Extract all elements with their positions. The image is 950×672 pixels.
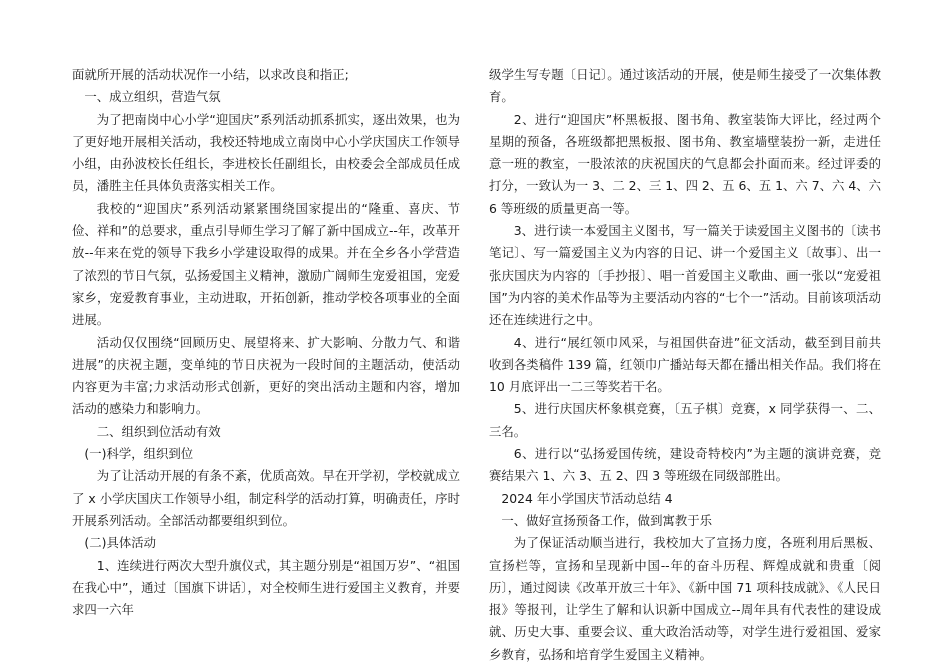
right-column [489,64,881,666]
paragraph: 为了保证活动顺当进行，我校加大了宣扬力度，各班利用后黑板、宣扬栏等，宣扬和呈现新中国--年的奋斗历程、辉煌成就和贵重〔阅历〕，通过阅读《改革开放三十年》、《新中国 71 项科技成就》、《人民日报》等报刊，让学生了解和认识新中国成立--周年具有代表性的建设成就、历史大事、重要会议、重大政治活动等，对学生进行爱祖国、爱家乡教育，弘扬和培育学生爱国主义精神。 [489,535,881,662]
subsection-heading: (二)具体活动 [84,535,157,551]
section-heading: 一、做好宣扬预备工作，做到寓教于乐 [501,512,713,528]
section-heading: 二、组织到位活动有效 [96,423,221,439]
paragraph: 活动仅仅围绕“回顾历史、展望将来、扩大影响、分散力气、和谐进展”的庆祝主题，变单纯的节日庆祝为一段时间的主题活动，使活动内容更为丰富;力求活动形式创新，更好的突出活动主题和内容，增加活动的感染力和影响力。 [72,334,460,417]
section-heading: 一、成立组织，营造气氛 [84,89,221,105]
paragraph: 为了把南岗中心小学“迎国庆”系列活动抓系抓实，逐出效果，也为了更好地开展相关活动，我校还特地成立南岗中心小学庆国庆工作领导小组，由孙波校长任组长，李进校长任副组长，由校委会全部成员任成员，潘胜主任具体负责落实相关工作。 [72,111,460,194]
paragraph: 4、进行“展红领巾风采，与祖国供奋进”征文活动，截至到目前共收到各类稿件 139 篇，红领巾广播站每天都在播出相关作品。我们将在 10 月底评出一二三等奖若干名。 [489,334,881,395]
paragraph: 面就所开展的活动状况作一小结，以求改良和指正; [72,67,349,82]
paragraph: 1、连续进行两次大型升旗仪式，其主题分别是“祖国万岁”、“祖国在我心中”，通过〔国旗下讲话〕，对全校师生进行爱国主义教育，并要求四一六年 [72,557,460,618]
left-column [72,64,460,621]
paragraph: 为了让活动开展的有条不紊，优质高效。早在开学初，学校就成立了 x 小学庆国庆工作领导小组，制定科学的活动打算，明确责任，序时开展系列活动。全部活动都要组织到位。 [72,468,460,528]
subsection-heading: (一)科学，组织到位 [84,446,194,462]
paragraph: 我校的“迎国庆”系列活动紧紧围绕国家提出的“隆重、喜庆、节俭、祥和”的总要求，重点引导师生学习了解了新中国成立--年，改革开放--年来在党的领导下我乡小学建设取得的成果。并在全乡各小学营造了浓烈的节日气氛，弘扬爱国主义精神，激励广阔师生宠爱祖国，宠爱家乡，宠爱教育事业，主动进取，开拓创新，推动学校各项事业的全面进展。 [72,200,460,328]
paragraph: 6、进行以“弘扬爱国传统，建设奇特校内”为主题的演讲竞赛，竞赛结果六 1、六 3、五 2、四 3 等班级在同级部胜出。 [489,446,881,484]
paragraph: 2、进行“迎国庆”杯黑板报、图书角、教室装饰大评比，经过两个星期的预备，各班级都把黑板报、图书角、教室墙壁装扮一新，走进任意一班的教室，一股浓浓的庆祝国庆的气息都会扑面而来。经过评委的打分，一致认为一 3、二 2、三 1、四 2、五 6、五 1、六 7、六 4、六 6 等班级的质量更高一等。 [489,111,881,216]
paragraph: 级学生写专题〔日记〕。通过该活动的开展，使是师生接受了一次集体教育。 [489,67,881,105]
paragraph: 3、进行读一本爱国主义图书，写一篇关于读爱国主义图书的〔读书笔记〕、写一篇爱国主义为内容的日记、讲一个爱国主义〔故事〕、出一张庆国庆为内容的〔手抄报〕、唱一首爱国主义歌曲、画一张以“宠爱祖国”为内容的美术作品等为主要活动内容的“七个一”活动。目前该项活动还在连续进行之中。 [489,223,882,328]
paragraph: 5、进行庆国庆杯象棋竞赛，〔五子棋〕竞赛，x 同学获得一、二、三名。 [489,401,881,439]
section-title: 2024 年小学国庆节活动总结 4 [501,490,673,506]
